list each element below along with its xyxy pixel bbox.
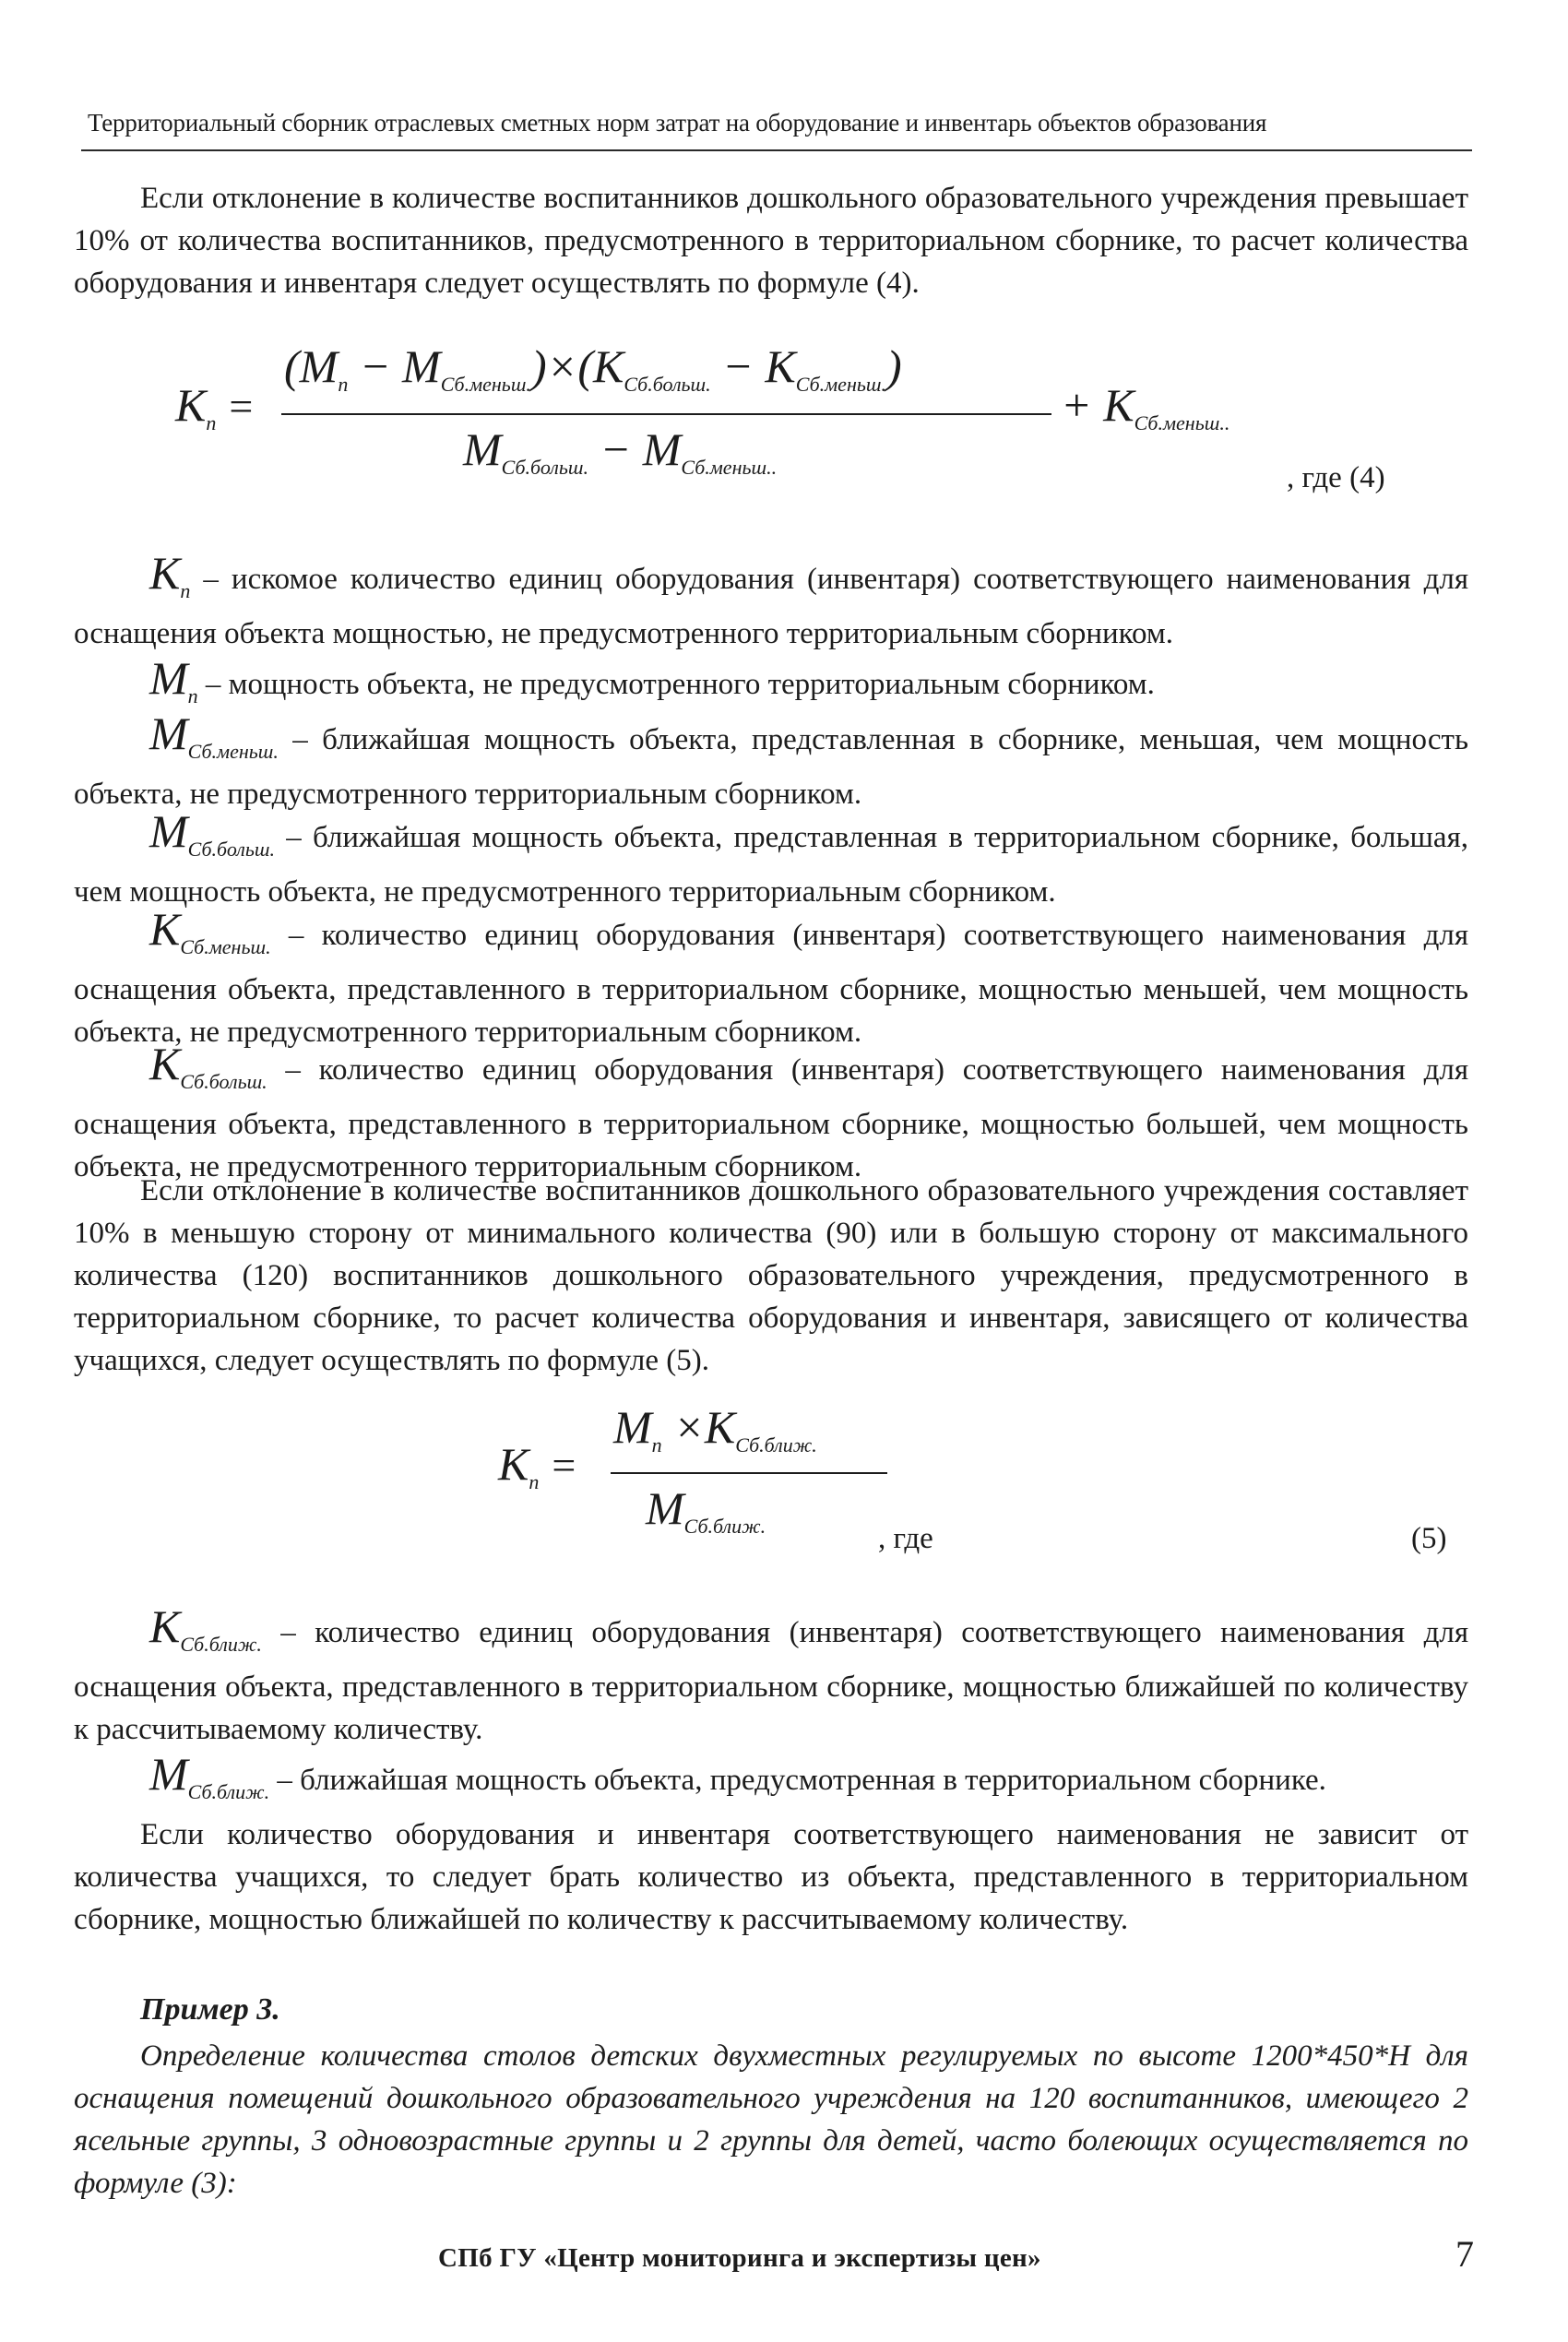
def-symbol: K — [149, 1038, 181, 1089]
num-sub-2: Сб.ближ. — [735, 1433, 817, 1456]
footer-organization: СПб ГУ «Центр мониторинга и экспертизы цен» — [438, 2243, 1041, 2273]
formula4-numerator — [284, 339, 902, 397]
den-part-2: − M — [588, 423, 682, 475]
formula5-fraction-bar — [611, 1472, 887, 1474]
header-rule — [81, 149, 1472, 151]
formula5-label: (5) — [1411, 1522, 1447, 1555]
den-sub-1: Сб.больш. — [501, 456, 588, 479]
num-sub-4: Сб.меньш. — [795, 373, 886, 396]
def-text: – мощность объекта, не предусмотренного территориальным сборником. — [205, 668, 1155, 701]
num-part-1: (M — [284, 340, 339, 392]
def-text: – ближайшая мощность объекта, представленная в территориальном сборнике, большая, чем мощность объекта, не предусмотренного территориальным сборником. — [74, 821, 1468, 909]
num-part-5: ) — [885, 340, 902, 392]
formula5-lhs: K — [498, 1438, 529, 1490]
def-symbol: M — [149, 652, 188, 704]
formula5-numerator — [613, 1400, 817, 1457]
definition-m-nearest — [74, 1748, 1468, 1813]
def-symbol-sub: Сб.меньш. — [180, 935, 271, 958]
definition-k-smaller — [74, 903, 1469, 1053]
definition-m-smaller — [74, 707, 1469, 815]
num-part-2: ×K — [661, 1401, 736, 1453]
def-symbol-sub: Сб.ближ. — [187, 1780, 270, 1803]
plus-term: + K — [1061, 379, 1134, 431]
num-part-1: M — [613, 1401, 652, 1453]
paragraph-intro: Если отклонение в количестве воспитанников дошкольного образовательного учреждения превышает 10% от количества воспитанников, предусмотренного в территориальном сборнике, то расчет количества оборудования и инвентаря следует осуществлять по формуле (4). — [74, 182, 1468, 300]
num-sub-2: Сб.меньш. — [440, 373, 531, 396]
den-part-1: M — [646, 1482, 684, 1534]
formula4-denominator — [463, 422, 777, 480]
num-part-2: − M — [348, 340, 441, 392]
formula4-fraction-bar — [281, 413, 1051, 415]
def-symbol: M — [149, 707, 188, 759]
example-title: Пример 3. — [140, 1992, 280, 2027]
formula-4 — [175, 340, 1402, 498]
den-sub-2: Сб.меньш.. — [681, 456, 778, 479]
definition-m-n — [74, 652, 1468, 718]
num-part-3: )×(K — [530, 340, 624, 392]
den-part-1: M — [463, 423, 502, 475]
definition-k-larger — [74, 1038, 1469, 1188]
def-symbol: M — [149, 805, 188, 857]
def-symbol-sub: Сб.больш. — [180, 1070, 267, 1093]
def-symbol-sub: Сб.меньш. — [187, 740, 279, 763]
def-symbol: K — [149, 903, 181, 955]
def-symbol: M — [149, 1748, 188, 1800]
def-text: – количество единиц оборудования (инвентаря) соответствующего наименования для оснащения объекта, представленного в территориальном сборнике, мощностью большей, чем мощность объекта, не предусмотренного территориальным сборником. — [74, 1053, 1469, 1183]
def-symbol: K — [149, 547, 181, 599]
def-symbol-sub: п — [180, 579, 191, 602]
formula4-plus-term — [1061, 378, 1229, 435]
paragraph-second: Если отклонение в количестве воспитанников дошкольного образовательного учреждения составляет 10% в меньшую сторону от минимального количества (90) или в большую сторону от максимального количества (120) воспитанников дошкольного образовательного учреждения, предусмотренного в территориальном сборнике, то расчет количества оборудования и инвентаря, зависящего от количества учащихся, следует осуществлять по формуле (5). — [74, 1174, 1468, 1377]
equals-sign: = — [552, 1442, 576, 1489]
num-sub-3: Сб.больш. — [624, 373, 711, 396]
def-symbol-sub: Сб.больш. — [187, 838, 275, 861]
running-header: Территориальный сборник отраслевых сметных норм затрат на оборудование и инвентарь объектов образования — [88, 109, 1267, 137]
num-sub-1: п — [338, 373, 349, 396]
formula5-denominator — [646, 1481, 766, 1539]
den-sub-1: Сб.ближ. — [683, 1515, 766, 1538]
def-symbol-sub: Сб.ближ. — [180, 1633, 262, 1656]
def-text: – количество единиц оборудования (инвентаря) соответствующего наименования для оснащения объекта, представленного в территориальном сборнике, мощностью ближайшей по количеству к рассчитываемому количеству. — [74, 1616, 1469, 1746]
def-symbol: K — [149, 1600, 181, 1652]
num-sub-1: п — [651, 1433, 662, 1456]
formula5-lhs-sub: п — [529, 1470, 540, 1493]
paragraph-third: Если количество оборудования и инвентаря соответствующего наименования не зависит от количества учащихся, то следует брать количество из объекта, представленного в территориальном сборнике, мощностью ближайшей по количеству к рассчитываемому количеству. — [74, 1818, 1468, 1936]
formula-5 — [498, 1401, 1051, 1557]
def-text: – ближайшая мощность объекта, предусмотренная в территориальном сборнике. — [277, 1764, 1326, 1797]
plus-term-sub: Сб.меньш.. — [1134, 411, 1230, 434]
definition-k-nearest — [74, 1600, 1469, 1751]
formula5-where: , где — [878, 1522, 933, 1555]
formula4-lhs: K — [175, 379, 207, 431]
formula4-label: , где (4) — [1287, 461, 1385, 494]
num-part-4: − K — [710, 340, 796, 392]
def-text: – количество единиц оборудования (инвентаря) соответствующего наименования для оснащения объекта, представленного в территориальном сборнике, мощностью меньшей, чем мощность объекта, не предусмотренного территориальным сборником. — [74, 919, 1469, 1049]
def-symbol-sub: п — [187, 684, 198, 707]
page-number: 7 — [1455, 2233, 1474, 2275]
def-text: – ближайшая мощность объекта, представленная в сборнике, меньшая, чем мощность объекта, не предусмотренного территориальным сборником. — [74, 723, 1469, 811]
formula4-lhs-sub: п — [206, 411, 217, 434]
def-text: – искомое количество единиц оборудования (инвентаря) соответствующего наименования для оснащения объекта мощностью, не предусмотренного территориальным сборником. — [74, 563, 1469, 650]
example-text: Определение количества столов детских двухместных регулируемых по высоте 1200*450*H для оснащения помещений дошкольного образовательного учреждения на 120 воспитанников, имеющего 2 ясельные группы, 3 одновозрастные группы и 2 группы для детей, часто болеющих осуществляется по формуле (3): — [74, 2039, 1468, 2200]
definition-k-n — [74, 547, 1469, 655]
definition-m-larger — [74, 805, 1468, 913]
equals-sign: = — [229, 383, 254, 430]
